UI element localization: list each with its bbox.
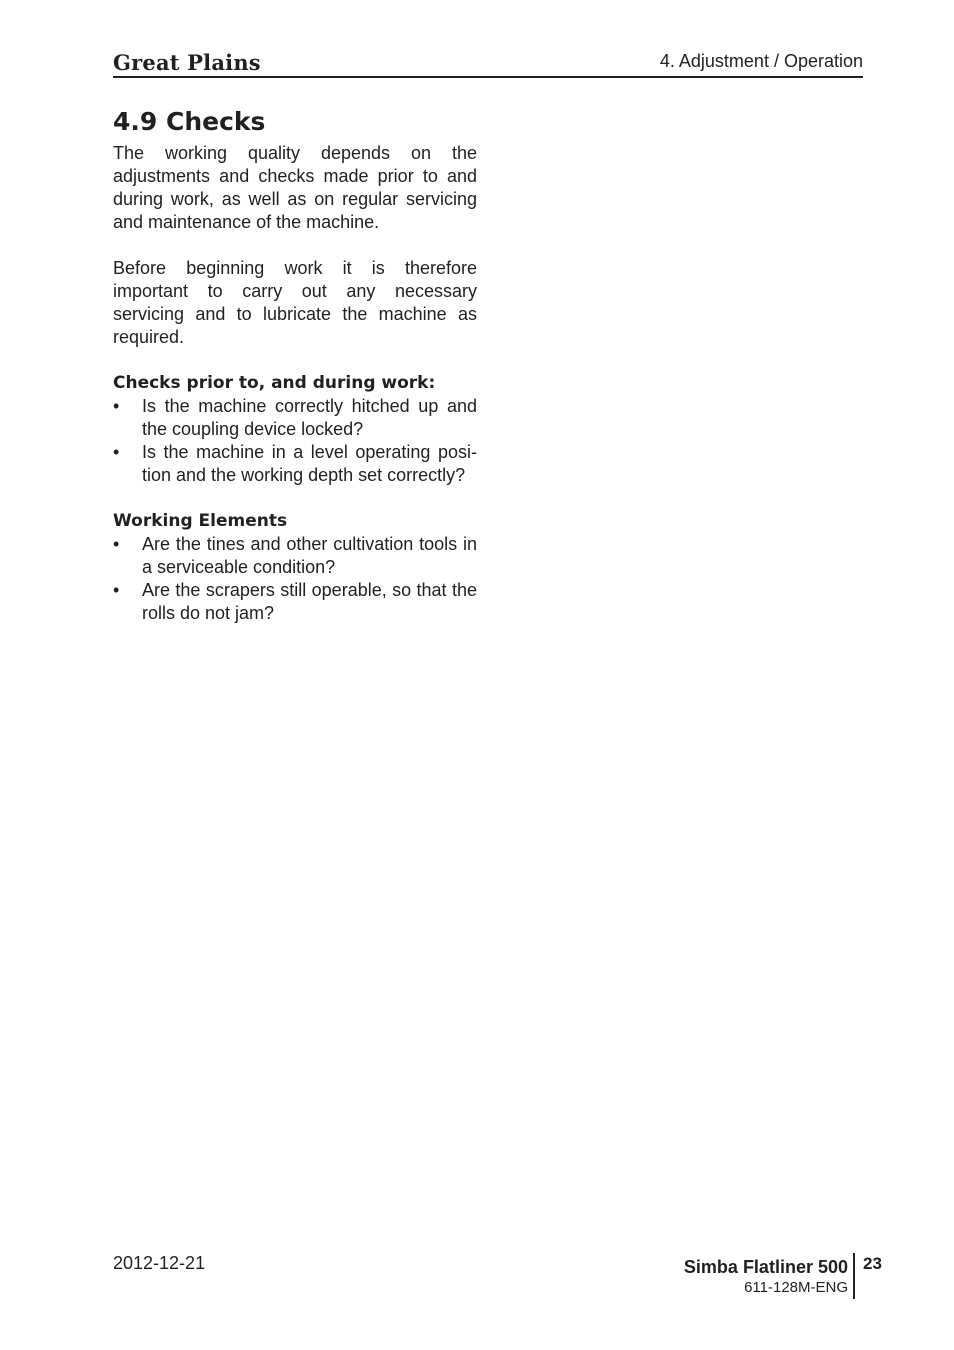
main-content — [113, 106, 477, 648]
product-name: Simba Flatliner 500 — [683, 1257, 848, 1277]
footer-date: 2012-12-21 — [113, 1253, 206, 1273]
page-number: 23 — [863, 1254, 882, 1273]
section-reference: 4. Adjustment / Operation — [659, 51, 863, 71]
bullet-icon: • — [113, 580, 120, 600]
list-item-text: Is the machine in a level operating position and the working depth set correctly? — [142, 442, 477, 485]
list-item — [113, 579, 477, 625]
bullet-icon: • — [113, 442, 120, 462]
brand-logo: Great Plains — [113, 50, 261, 75]
page-title: 4.9 Checks — [113, 107, 266, 136]
intro-paragraph: The working quality depends on the adjustments and checks made prior to and during work, as well as on regular servicing and maintenance of the machine. — [113, 143, 477, 232]
list-item — [113, 533, 477, 579]
list-item — [113, 395, 477, 441]
bullet-icon: • — [113, 396, 120, 416]
working-elements-list — [113, 533, 477, 625]
page-header — [113, 48, 863, 78]
list-item-text: Are the tines and other cultivation tools in a serviceable condition? — [142, 534, 477, 577]
footer-product-block — [684, 1253, 855, 1299]
preparation-paragraph: Before beginning work it is therefore important to carry out any necessary servicing and to lubricate the machine as required. — [113, 258, 477, 347]
checks-list — [113, 395, 477, 487]
bullet-icon: • — [113, 534, 120, 554]
section-heading-checks: Checks prior to, and during work: — [113, 373, 436, 393]
list-item — [113, 441, 477, 487]
document-code: 611-128M-ENG — [744, 1279, 848, 1296]
section-heading-working-elements: Working Elements — [113, 511, 288, 531]
list-item-text: Is the machine correctly hitched up and the coupling device locked? — [142, 396, 477, 439]
list-item-text: Are the scrapers still operable, so that the rolls do not jam? — [142, 580, 477, 623]
